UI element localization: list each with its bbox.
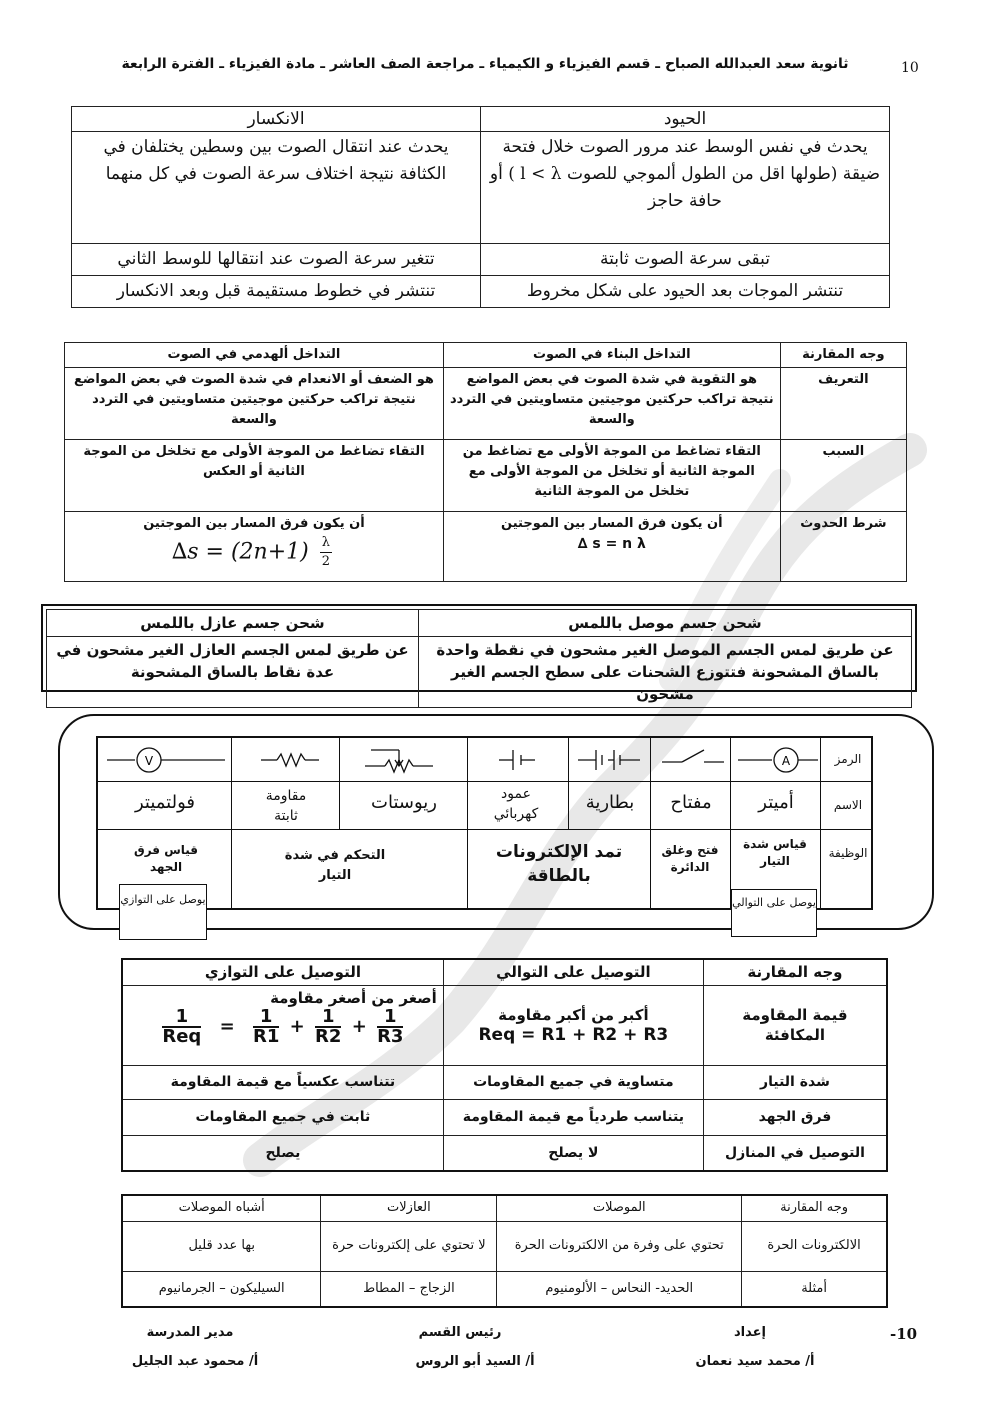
rheostat-name: ريوستات xyxy=(371,792,437,813)
parallel-resistance-text: أصغر من أصغر مقاومة xyxy=(270,988,437,1007)
col-insulators: العازلات xyxy=(321,1195,497,1221)
series-equation: Req = R1 + R2 + R3 xyxy=(478,1025,669,1045)
col-conductor: شحن جسم موصل باللمس xyxy=(418,610,911,637)
semiconductors-cell: السيليكون – الجرمانيوم xyxy=(122,1271,321,1307)
voltmeter-function: قياس فرق الجهد xyxy=(133,843,199,874)
row-label-name: الاسم xyxy=(833,798,863,812)
footer-prepared-name: أ/ محمد سيد نعمان xyxy=(695,1354,815,1369)
page-number-top: 10 xyxy=(901,60,919,76)
refraction-cell: تنتشر في خطوط مستقيمة قبل وبعد الانكسار xyxy=(72,276,481,308)
series-cell: يتناسب طردياً مع قيمة المقاومة xyxy=(443,1099,703,1135)
footer-page-number: -10 xyxy=(890,1325,918,1343)
semiconductors-cell: بها عدد قليل xyxy=(122,1221,321,1271)
row-label-function: الوظيفة xyxy=(828,846,868,860)
charging-table xyxy=(46,609,912,708)
cell-symbol xyxy=(469,742,567,778)
series-resistance-text: أكبر من أكبر مقاومة xyxy=(498,1006,649,1024)
footer-principal-name: أ/ محمود عبد الجليل xyxy=(131,1354,259,1369)
aspect-cell: الالكترونات الحرة xyxy=(742,1221,887,1271)
interference-table xyxy=(64,342,907,582)
switch-function: فتح وغلق الدائرة xyxy=(661,843,719,874)
rheostat-symbol xyxy=(341,742,467,778)
destructive-cell: هو الضعف أو الانعدام في شدة الصوت في بعض المواضع نتيجة تراكب حركتين موجيتين متساويتين في التردد والسعة xyxy=(65,368,444,440)
aspect-cell: قيمة المقاومة المكافئة xyxy=(703,985,887,1065)
page-header-title: ثانوية سعد العبدالله الصباح ـ قسم الفيزياء و الكيمياء ـ مراجعة الصف العاشر ـ مادة الفيزياء ـ الفترة الرابعة xyxy=(121,56,849,72)
constructive-condition: أن يكون فرق المسار بين الموجتين xyxy=(501,516,723,531)
footer-principal-label: مدير المدرسة xyxy=(146,1325,234,1340)
parallel-cell: يصلح xyxy=(122,1135,443,1171)
col-aspect: وجه المقارنة xyxy=(780,343,906,368)
destructive-condition: أن يكون فرق المسار بين الموجتين xyxy=(143,516,365,531)
voltmeter-letter: V xyxy=(144,754,154,768)
col-aspect: وجه المقارنة xyxy=(703,959,887,985)
parallel-note: يوصل على التوازي xyxy=(119,884,207,940)
col-series: التوصيل على التوالي xyxy=(443,959,703,985)
insulators-cell: الزجاج – المطاط xyxy=(321,1271,497,1307)
parallel-cell: ثابت في جميع المقاومات xyxy=(122,1099,443,1135)
parallel-equation: $\frac{1}{\text{Req}}$ = $\frac{1}{R1}$ + $\frac{1}{R2}$ + $\frac{1}{R3}$ xyxy=(162,1005,404,1047)
eq-denominator: 2 xyxy=(321,554,331,569)
voltmeter-name: فولتميتر xyxy=(134,792,196,813)
row-label-symbol: الرمز xyxy=(834,752,862,766)
constructive-condition-cell xyxy=(443,512,780,582)
insulators-cell: لا تحتوي على إلكترونات حرة xyxy=(321,1221,497,1271)
destructive-condition-cell xyxy=(65,512,444,582)
ammeter-letter: A xyxy=(781,754,791,768)
col-parallel: التوصيل على التوازي xyxy=(122,959,443,985)
col-diffraction: الحيود xyxy=(481,107,890,132)
parallel-resistance-cell xyxy=(122,985,443,1065)
resistor-name: مقاومة ثابتة xyxy=(265,788,307,824)
col-insulator: شحن جسم عازل باللمس xyxy=(47,610,419,637)
diffraction-cell: تنتشر الموجات بعد الحيود على شكل مخروط xyxy=(481,276,890,308)
footer-prepared-label: إعداد xyxy=(734,1325,766,1340)
conductors-cell: تحتوي على وفرة من الالكترونات الحرة xyxy=(497,1221,742,1271)
aspect-cell: التعريف xyxy=(780,368,906,440)
switch-symbol xyxy=(652,742,730,778)
destructive-eq-left: ∆s = (2n+1) xyxy=(171,539,309,565)
energy-function: تمد الإلكترونات بالطاقة xyxy=(495,842,623,886)
battery-name: بطارية xyxy=(585,792,635,813)
diffraction-refraction-table xyxy=(71,106,890,308)
ammeter-function: قياس شدة التيار xyxy=(743,837,807,868)
constructive-cell: التقاء تضاغط من الموجة الأولى مع تضاغط من الموجة الثانية أو تخلخل من الموجة الأولى مع تخلخل من الموجة الثانية xyxy=(443,440,780,512)
battery-symbol xyxy=(570,742,650,778)
ammeter-name: أميتر xyxy=(758,792,794,813)
conductor-cell: عن طريق لمس الجسم الموصل الغير مشحون في نقطة واحدة بالساق المشحونة فتتوزع الشحنات على سطح الجسم الغير مشحون xyxy=(418,637,911,708)
aspect-cell: التوصيل في المنازل xyxy=(703,1135,887,1171)
cell-name: عمود كهربائي xyxy=(493,786,539,822)
destructive-cell: التقاء تضاغط من الموجة الأولى مع تخلخل من الموجة الثانية أو العكس xyxy=(65,440,444,512)
aspect-cell: أمثلة xyxy=(742,1271,887,1307)
col-conductors: الموصلات xyxy=(497,1195,742,1221)
col-constructive: التداخل البناء في الصوت xyxy=(443,343,780,368)
constructive-cell: هو التقوية في شدة الصوت في بعض المواضع نتيجة تراكب حركتين موجيتين متساويتين في التردد والسعة xyxy=(443,368,780,440)
series-cell: لا يصلح xyxy=(443,1135,703,1171)
control-function: التحكم في شدة التيار xyxy=(284,848,386,883)
switch-name: مفتاح xyxy=(670,792,712,813)
series-resistance-cell xyxy=(443,985,703,1065)
eq-numerator: λ xyxy=(320,534,332,553)
col-semiconductors: أشباه الموصلات xyxy=(122,1195,321,1221)
aspect-cell: شرط الحدوث xyxy=(780,512,906,582)
col-refraction: الانكسار xyxy=(72,107,481,132)
parallel-cell: تتناسب عكسياً مع قيمة المقاومة xyxy=(122,1065,443,1099)
resistor-symbol xyxy=(233,742,339,778)
constructive-equation: ∆ s = n λ xyxy=(577,536,646,552)
col-destructive: التداخل ألهدمي في الصوت xyxy=(65,343,444,368)
destructive-equation xyxy=(71,534,437,571)
refraction-cell: يحدث عند انتقال الصوت بين وسطين يختلفان في الكثافة نتيجة اختلاف سرعة الصوت في كل منهما xyxy=(72,132,481,244)
materials-table xyxy=(121,1194,888,1308)
aspect-cell: السبب xyxy=(780,440,906,512)
col-aspect: وجه المقارنة xyxy=(742,1195,887,1221)
footer-head-name: أ/ السيد أبو الروس xyxy=(415,1354,535,1369)
refraction-cell: تتغير سرعة الصوت عند انتقالها للوسط الثاني xyxy=(72,244,481,276)
insulator-cell: عن طريق لمس الجسم العازل الغير مشحون في عدة نقاط بالساق المشحونة xyxy=(47,637,419,708)
series-cell: متساوية في جميع المقاومات xyxy=(443,1065,703,1099)
aspect-cell: فرق الجهد xyxy=(703,1099,887,1135)
series-note: يوصل على التوالي xyxy=(731,889,817,937)
voltmeter-symbol xyxy=(99,742,231,778)
diffraction-cell: يحدث في نفس الوسط عند مرور الصوت خلال فتحة ضيقة (طولها اقل من الطول ألموجي للصوت l < λ ) أو حافة حاجز xyxy=(481,132,890,244)
conductors-cell: الحديد- النحاس – الألومنيوم xyxy=(497,1271,742,1307)
diffraction-cell: تبقى سرعة الصوت ثابتة xyxy=(481,244,890,276)
connection-table xyxy=(121,958,888,1172)
ammeter-symbol xyxy=(732,742,820,778)
footer-head-label: رئيس القسم xyxy=(418,1325,502,1340)
aspect-cell: شدة التيار xyxy=(703,1065,887,1099)
